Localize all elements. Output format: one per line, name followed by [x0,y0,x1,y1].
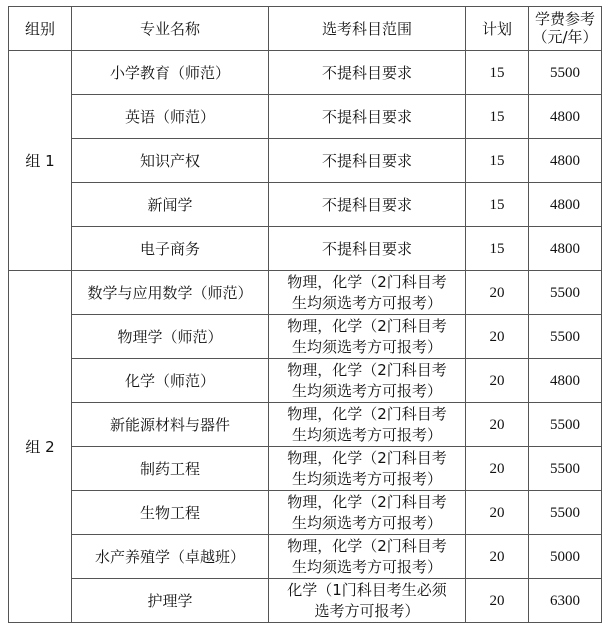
subjects-line1: 物理，化学（2门科目考 [287,404,447,423]
table-row [9,139,602,183]
table-row [9,535,602,579]
group-cell: 组 2 [9,271,72,623]
subjects-cell: 不提科目要求 [269,95,466,139]
fee-cell: 6300 [529,579,602,623]
major-cell: 知识产权 [72,139,269,183]
subjects-cell: 不提科目要求 [269,183,466,227]
subjects-cell: 不提科目要求 [269,51,466,95]
group-cell: 组 1 [9,51,72,271]
fee-cell: 5500 [529,271,602,315]
table-row [9,447,602,491]
subjects-line1: 物理，化学（2门科目考 [287,316,447,335]
plan-cell: 20 [466,315,529,359]
subjects-line2: 生均须选考方可报考） [291,469,442,488]
header-fee [529,7,602,51]
subjects-cell [269,315,466,359]
fee-cell: 4800 [529,183,602,227]
major-cell: 物理学（师范） [72,315,269,359]
fee-cell: 5500 [529,315,602,359]
subjects-line1: 物理，化学（2门科目考 [287,448,447,467]
fee-cell: 5500 [529,51,602,95]
subjects-cell [269,491,466,535]
fee-cell: 5500 [529,491,602,535]
plan-cell: 15 [466,51,529,95]
subjects-line2: 选考方可报考） [314,601,420,620]
fee-cell: 4800 [529,227,602,271]
table-row [9,227,602,271]
subjects-line1: 物理，化学（2门科目考 [287,492,447,511]
fee-cell: 5500 [529,403,602,447]
major-cell: 制药工程 [72,447,269,491]
table-row [9,95,602,139]
table-row [9,51,602,95]
plan-cell: 15 [466,183,529,227]
plan-cell: 15 [466,227,529,271]
major-cell: 数学与应用数学（师范） [72,271,269,315]
subjects-cell: 不提科目要求 [269,227,466,271]
subjects-line2: 生均须选考方可报考） [291,293,442,312]
subjects-line1: 物理，化学（2门科目考 [287,360,447,379]
table-row [9,359,602,403]
plan-cell: 20 [466,579,529,623]
subjects-line1: 化学（1门科目考生必须 [287,580,447,599]
table-header-row [9,7,602,51]
subjects-cell [269,579,466,623]
plan-cell: 20 [466,447,529,491]
table-row [9,271,602,315]
fee-cell: 4800 [529,95,602,139]
fee-cell: 4800 [529,139,602,183]
header-subjects: 选考科目范围 [269,7,466,51]
plan-cell: 20 [466,271,529,315]
subjects-cell [269,271,466,315]
fee-cell: 5500 [529,447,602,491]
subjects-line2: 生均须选考方可报考） [291,425,442,444]
header-fee-line2: （元/年） [532,28,598,46]
major-cell: 生物工程 [72,491,269,535]
subjects-line1: 物理，化学（2门科目考 [287,272,447,291]
subjects-cell [269,403,466,447]
subjects-cell: 不提科目要求 [269,139,466,183]
subjects-line2: 生均须选考方可报考） [291,513,442,532]
subjects-line1: 物理，化学（2门科目考 [287,536,447,555]
plan-cell: 15 [466,95,529,139]
header-plan: 计划 [466,7,529,51]
fee-cell: 5000 [529,535,602,579]
major-cell: 护理学 [72,579,269,623]
table-row [9,579,602,623]
major-cell: 化学（师范） [72,359,269,403]
plan-cell: 20 [466,491,529,535]
plan-cell: 20 [466,403,529,447]
major-cell: 英语（师范） [72,95,269,139]
major-cell: 电子商务 [72,227,269,271]
fee-cell: 4800 [529,359,602,403]
table-row [9,403,602,447]
header-major: 专业名称 [72,7,269,51]
major-cell: 新闻学 [72,183,269,227]
header-group: 组别 [9,7,72,51]
plan-cell: 20 [466,359,529,403]
subjects-cell [269,535,466,579]
subjects-line2: 生均须选考方可报考） [291,337,442,356]
major-cell: 水产养殖学（卓越班） [72,535,269,579]
table-row [9,315,602,359]
subjects-cell [269,447,466,491]
header-fee-line1: 学费参考 [534,10,595,28]
subjects-cell [269,359,466,403]
table-row [9,183,602,227]
plan-cell: 15 [466,139,529,183]
major-cell: 小学教育（师范） [72,51,269,95]
major-cell: 新能源材料与器件 [72,403,269,447]
table-row [9,491,602,535]
subjects-line2: 生均须选考方可报考） [291,557,442,576]
enrollment-plan-table [8,6,602,623]
plan-cell: 20 [466,535,529,579]
subjects-line2: 生均须选考方可报考） [291,381,442,400]
